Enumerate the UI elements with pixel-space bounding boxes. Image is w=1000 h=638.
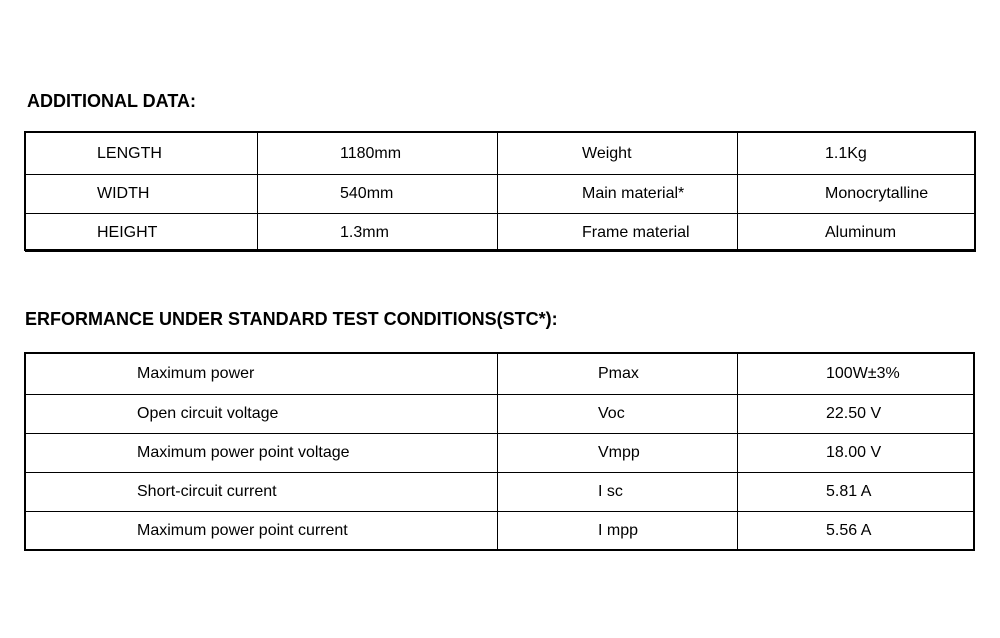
table-row	[26, 214, 976, 252]
spec-value: 1180mm	[258, 133, 498, 175]
additional-data-title: ADDITIONAL DATA:	[27, 91, 196, 111]
table-row	[26, 395, 975, 434]
table-row	[26, 434, 975, 473]
spec-label: LENGTH	[26, 133, 258, 175]
parameter-value: 5.56 A	[738, 512, 975, 550]
parameter-value: 22.50 V	[738, 395, 975, 434]
parameter-name: Maximum power	[26, 354, 498, 395]
parameter-name: Open circuit voltage	[26, 395, 498, 434]
additional-data-table	[25, 132, 976, 252]
spec-value: 1.1Kg	[738, 133, 976, 175]
stc-performance-title: ERFORMANCE UNDER STANDARD TEST CONDITIONS(STC*):	[25, 309, 558, 329]
table-row	[26, 175, 976, 214]
parameter-name: Maximum power point current	[26, 512, 498, 550]
table-row	[26, 354, 975, 395]
spec-value: 1.3mm	[258, 214, 498, 252]
spec-value: 540mm	[258, 175, 498, 214]
spec-label: WIDTH	[26, 175, 258, 214]
parameter-name: Short-circuit current	[26, 473, 498, 512]
stc-performance-table	[25, 353, 975, 550]
parameter-symbol: I sc	[498, 473, 738, 512]
parameter-symbol: Vmpp	[498, 434, 738, 473]
parameter-value: 18.00 V	[738, 434, 975, 473]
spec-label: Frame material	[498, 214, 738, 252]
table-row	[26, 473, 975, 512]
spec-label: Weight	[498, 133, 738, 175]
table-row	[26, 133, 976, 175]
parameter-value: 100W±3%	[738, 354, 975, 395]
parameter-value: 5.81 A	[738, 473, 975, 512]
parameter-symbol: I mpp	[498, 512, 738, 550]
parameter-name: Maximum power point voltage	[26, 434, 498, 473]
spec-value: Aluminum	[738, 214, 976, 252]
spec-value: Monocrytalline	[738, 175, 976, 214]
table-row	[26, 512, 975, 550]
spec-label: HEIGHT	[26, 214, 258, 252]
parameter-symbol: Voc	[498, 395, 738, 434]
spec-label: Main material*	[498, 175, 738, 214]
parameter-symbol: Pmax	[498, 354, 738, 395]
